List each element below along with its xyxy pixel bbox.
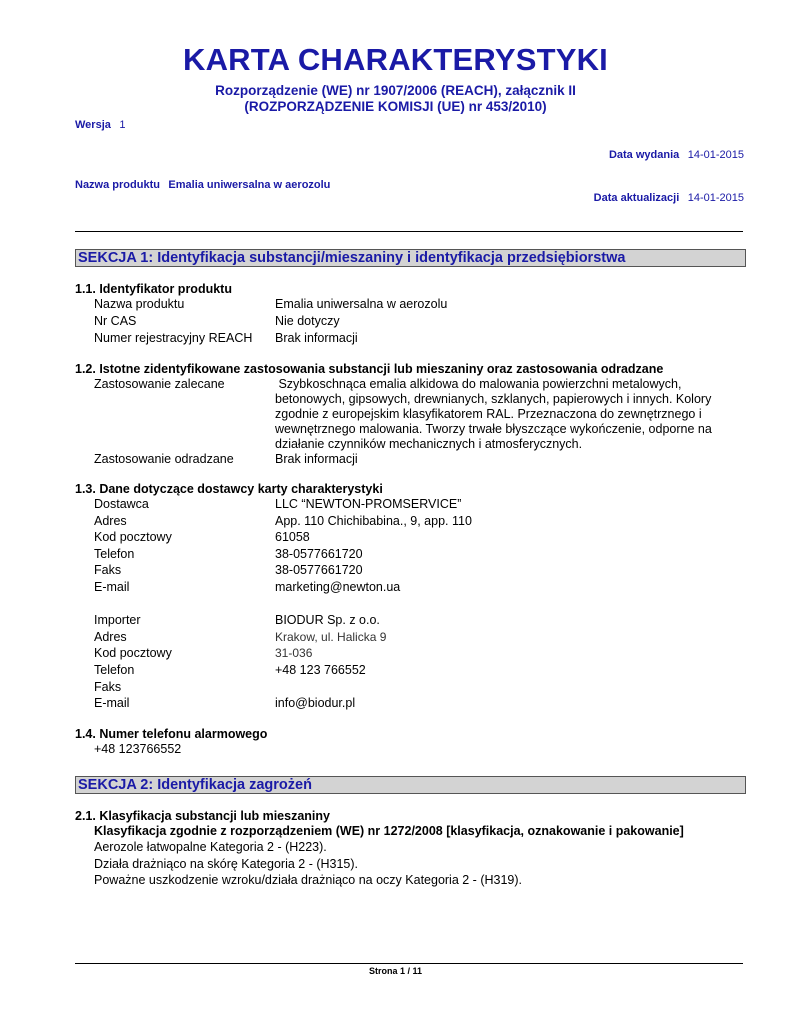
recommended-use-text bbox=[275, 377, 745, 452]
importer-email-label: E-mail bbox=[94, 696, 130, 710]
importer-postcode-label: Kod pocztowy bbox=[94, 646, 172, 660]
recommended-use-line: betonowych, gipsowych, drewnianych, szklanych, papierowych i innych. Kolory bbox=[275, 392, 712, 406]
subsection-1-4-heading: 1.4. Numer telefonu alarmowego bbox=[75, 727, 268, 741]
importer-phone-label: Telefon bbox=[94, 663, 135, 677]
section-1-header: SEKCJA 1: Identyfikacja substancji/mieszaniny i identyfikacja przedsiębiorstwa bbox=[75, 249, 746, 267]
update-date-label: Data aktualizacji bbox=[593, 192, 680, 204]
supplier-value: LLC “NEWTON-PROMSERVICE” bbox=[275, 497, 462, 511]
recommended-use-line: Szybkoschnąca emalia alkidowa do malowania powierzchni metalowych, bbox=[275, 377, 682, 391]
recommended-use-line: wewnętrznego malowania. Tworzy trwałe błyszczące wykończenie, odporne na bbox=[275, 422, 712, 436]
reach-value: Brak informacji bbox=[275, 331, 358, 345]
cas-value: Nie dotyczy bbox=[275, 314, 340, 328]
regulation-line-2: (ROZPORZĄDZENIE KOMISJI (UE) nr 453/2010) bbox=[244, 99, 547, 114]
subsection-1-1-heading: 1.1. Identyfikator produktu bbox=[75, 282, 232, 296]
importer-label: Importer bbox=[94, 613, 141, 627]
recommended-use-line: zgodnie z europejskim klasyfikatorem RAL. Przeznaczona do zewnętrznego i bbox=[275, 407, 702, 421]
supplier-postcode-value: 61058 bbox=[275, 530, 310, 544]
supplier-email-label: E-mail bbox=[94, 580, 130, 594]
version-value: 1 bbox=[119, 119, 126, 131]
reach-label: Numer rejestracyjny REACH bbox=[94, 331, 253, 345]
header-divider bbox=[75, 231, 743, 232]
issue-date-label: Data wydania bbox=[608, 149, 680, 161]
supplier-phone-label: Telefon bbox=[94, 547, 135, 561]
product-name-value: Emalia uniwersalna w aerozolu bbox=[168, 179, 331, 191]
section-2-header: SEKCJA 2: Identyfikacja zagrożeń bbox=[75, 776, 746, 794]
supplier-address-value: App. 110 Chichibabina., 9, app. 110 bbox=[275, 514, 472, 528]
classification-subheading: Klasyfikacja zgodnie z rozporządzeniem (WE) nr 1272/2008 [klasyfikacja, oznakowanie i pakowanie] bbox=[94, 824, 684, 838]
supplier-email-value: marketing@newton.ua bbox=[275, 580, 401, 594]
product-name-field bbox=[75, 175, 330, 193]
importer-fax-label: Faks bbox=[94, 680, 122, 694]
product-id-value: Emalia uniwersalna w aerozolu bbox=[275, 297, 448, 311]
importer-email-value: info@biodur.pl bbox=[275, 696, 356, 710]
supplier-postcode-label: Kod pocztowy bbox=[94, 530, 172, 544]
importer-address-value: Krakow, ul. Halicka 9 bbox=[275, 630, 387, 644]
hazard-line: Poważne uszkodzenie wzroku/działa drażniąco na oczy Kategoria 2 - (H319). bbox=[94, 873, 523, 887]
version-field bbox=[75, 115, 125, 133]
version-label: Wersja bbox=[75, 119, 111, 131]
hazard-line: Działa drażniąco na skórę Kategoria 2 - (H315). bbox=[94, 857, 359, 871]
subsection-2-1-heading: 2.1. Klasyfikacja substancji lub mieszaniny bbox=[75, 809, 330, 823]
product-name-label: Nazwa produktu bbox=[75, 179, 160, 191]
update-date-value: 14-01-2015 bbox=[687, 192, 744, 204]
document-title: KARTA CHARAKTERYSTYKI bbox=[183, 42, 608, 77]
importer-address-label: Adres bbox=[94, 630, 127, 644]
importer-phone-value: +48 123 766552 bbox=[275, 663, 366, 677]
footer-divider bbox=[75, 963, 743, 964]
recommended-use-line: działanie czynników mechanicznych i atmosferycznych. bbox=[275, 437, 583, 451]
supplier-label: Dostawca bbox=[94, 497, 149, 511]
importer-value: BIODUR Sp. z o.o. bbox=[275, 613, 380, 627]
supplier-phone-value: 38-0577661720 bbox=[275, 547, 363, 561]
update-date-field bbox=[594, 188, 744, 206]
supplier-fax-value: 38-0577661720 bbox=[275, 563, 363, 577]
hazard-line: Aerozole łatwopalne Kategoria 2 - (H223). bbox=[94, 840, 327, 854]
product-id-label: Nazwa produktu bbox=[94, 297, 185, 311]
regulation-line-1: Rozporządzenie (WE) nr 1907/2006 (REACH), załącznik II bbox=[215, 83, 576, 98]
cas-label: Nr CAS bbox=[94, 314, 137, 328]
subsection-1-3-heading: 1.3. Dane dotyczące dostawcy karty charakterystyki bbox=[75, 482, 383, 496]
issue-date-value: 14-01-2015 bbox=[687, 149, 744, 161]
supplier-fax-label: Faks bbox=[94, 563, 122, 577]
recommended-use-label: Zastosowanie zalecane bbox=[94, 377, 225, 391]
discouraged-use-label: Zastosowanie odradzane bbox=[94, 452, 234, 466]
discouraged-use-value: Brak informacji bbox=[275, 452, 358, 466]
emergency-phone-value: +48 123766552 bbox=[94, 742, 182, 756]
issue-date-field bbox=[609, 145, 744, 163]
page-number: Strona 1 / 11 bbox=[368, 966, 423, 976]
subsection-1-2-heading: 1.2. Istotne zidentyfikowane zastosowania substancji lub mieszaniny oraz zastosowania odradzane bbox=[75, 362, 664, 376]
importer-postcode-value: 31-036 bbox=[275, 646, 313, 660]
supplier-address-label: Adres bbox=[94, 514, 127, 528]
